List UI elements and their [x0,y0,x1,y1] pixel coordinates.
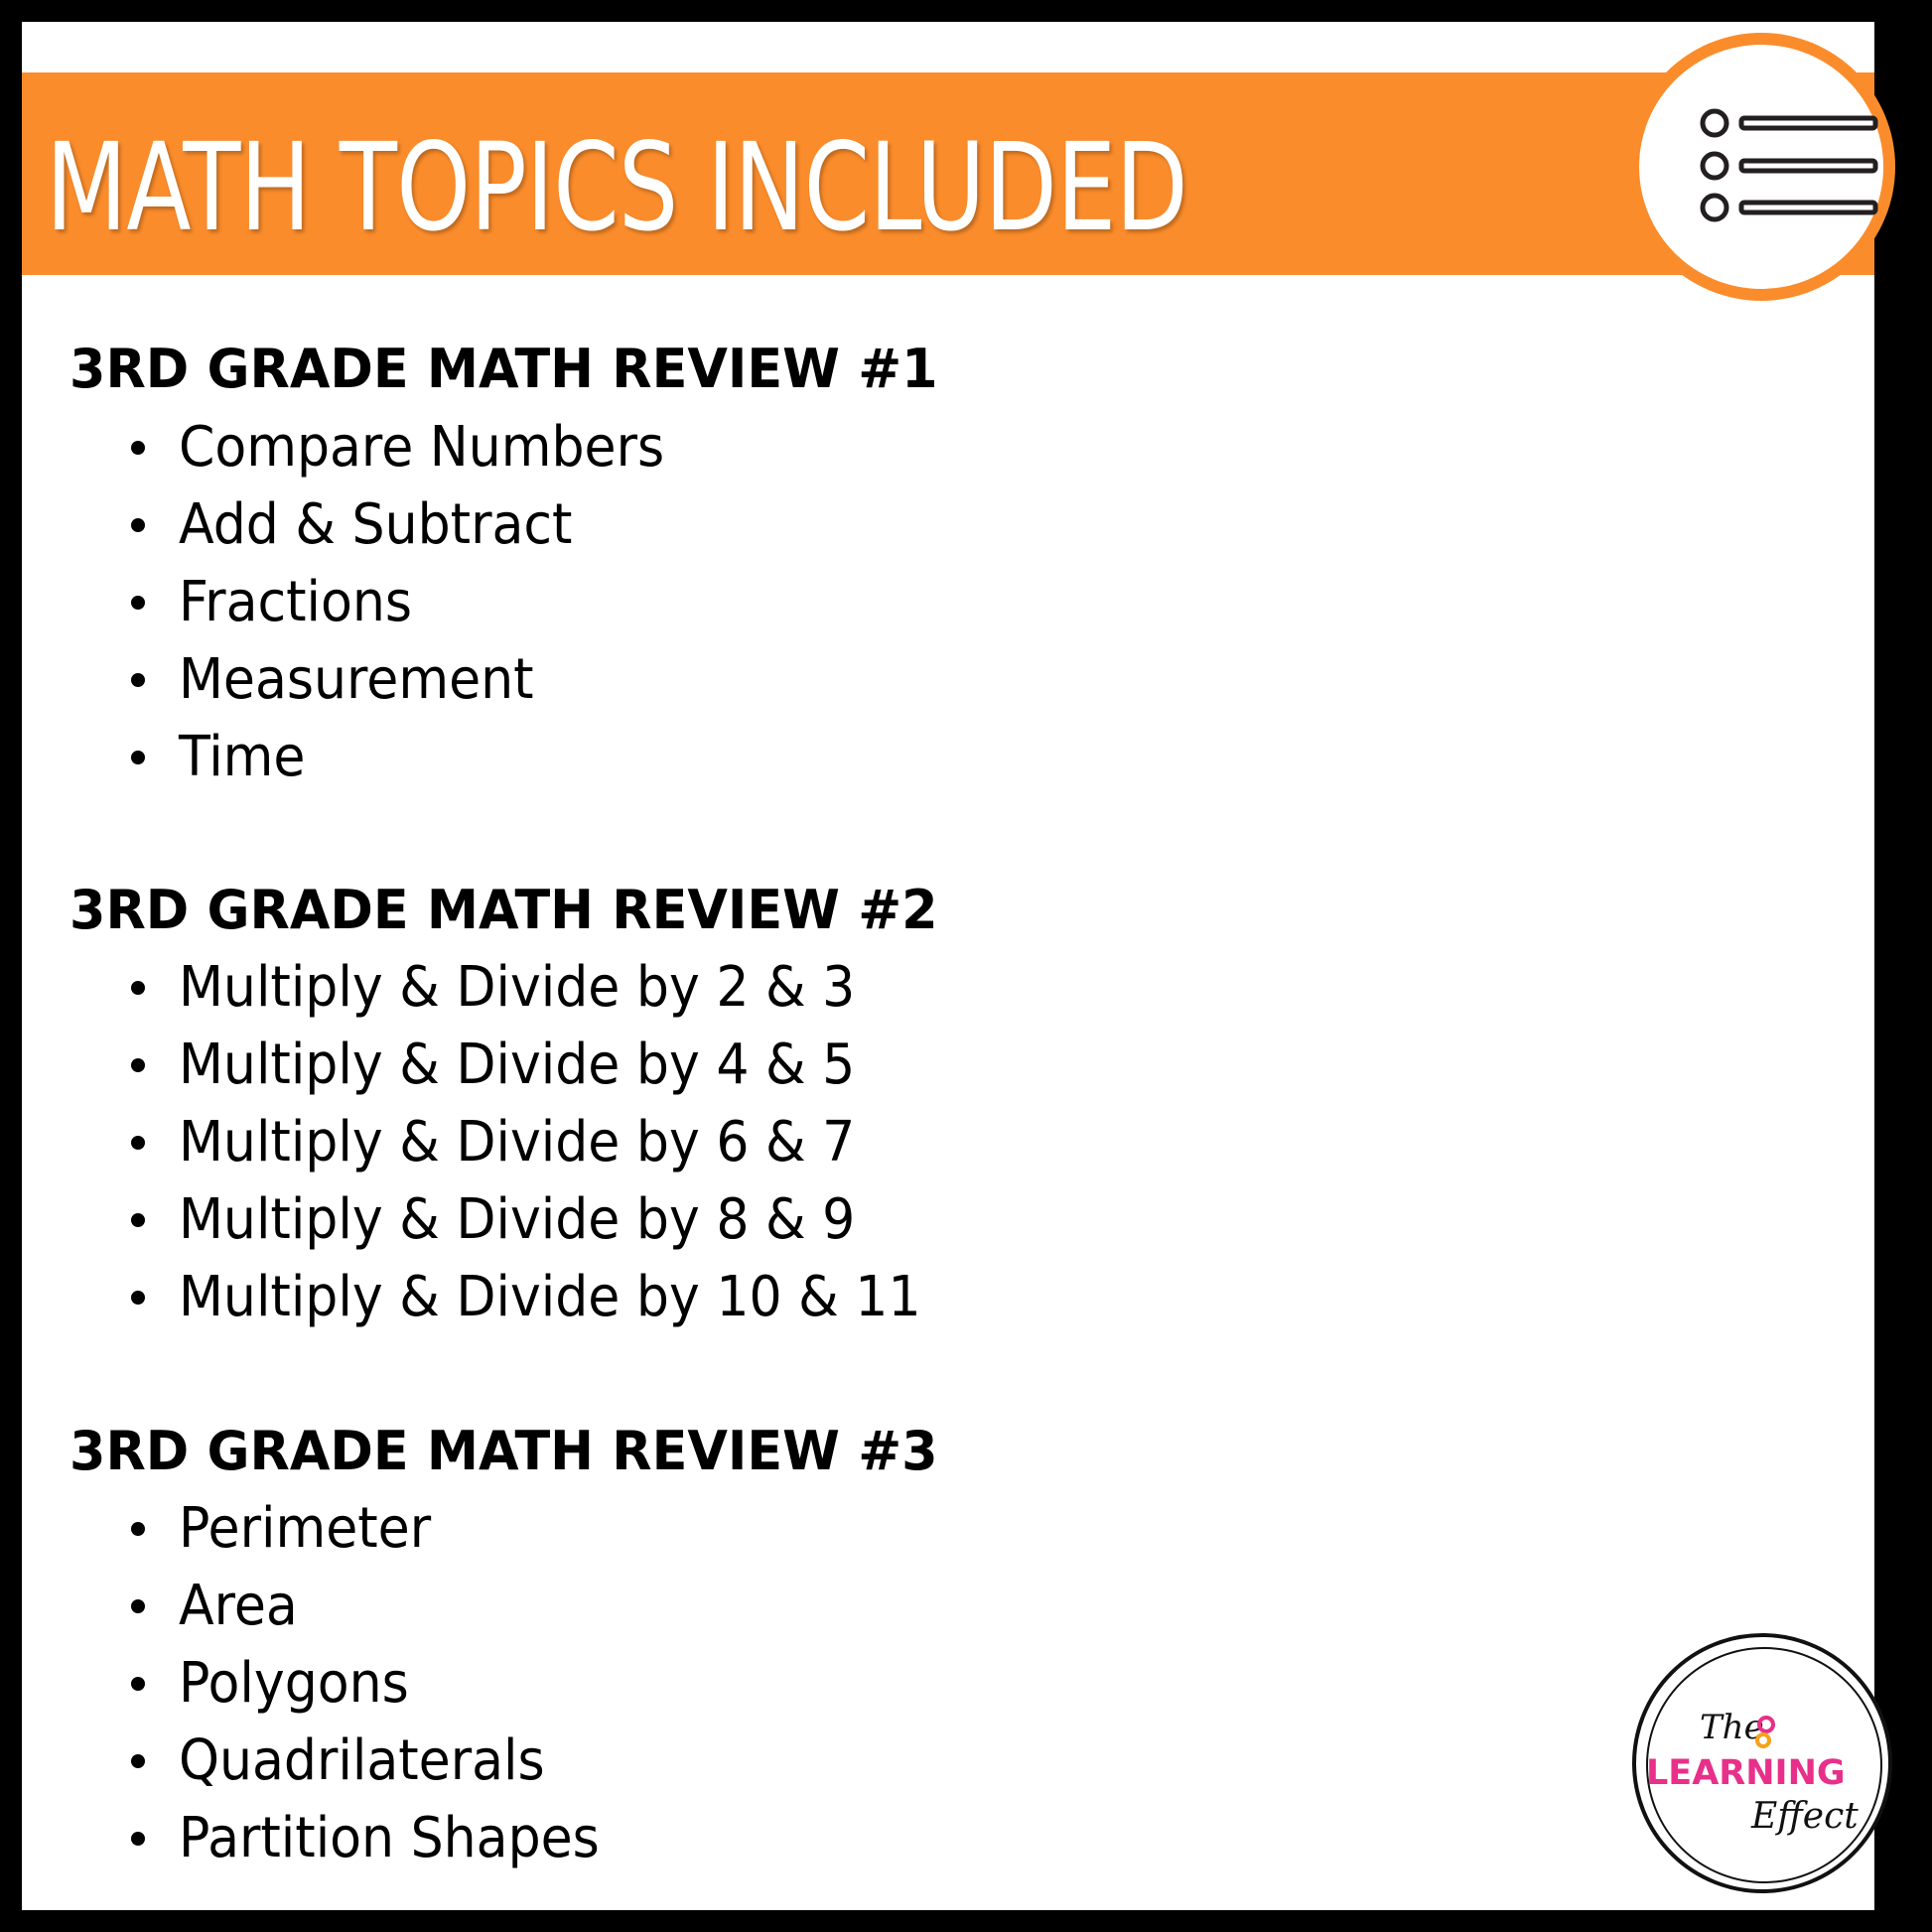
bullet-icon [131,1522,145,1536]
section-heading-review-2: 3RD GRADE MATH REVIEW #2 [69,879,938,941]
page-title: MATH TOPICS INCLUDED [46,117,1188,258]
section-heading-review-1: 3RD GRADE MATH REVIEW #1 [69,338,938,400]
checklist-icon [1627,33,1895,301]
bullet-icon [131,1599,145,1613]
bullet-icon [131,1136,145,1150]
logo-learning-text: LEARNING [1646,1753,1846,1793]
bullet-icon [131,441,145,455]
checklist-badge [1627,33,1895,301]
bullet-icon [131,1754,145,1768]
bullet-icon [131,981,145,995]
logo-effect-text: Effect [1751,1796,1859,1837]
product-card: MATH TOPICS INCLUDED 3RD GRADE MATH REVIEW #1 Compare Numbers Add & Subtract Fractions Measurement Time 3RD GRADE MATH REVIEW #2 Multiply & Divide by 2 & 3 Multiply & Divide by 4 & 5 Multiply & Divide by 6 & 7 Multiply & Divide by 8 & 9 Multiply & Divide by 10 & 11 3RD GRADE MATH REVIEW #3 Perimeter Area Polygons Quadrilaterals Partition Shapes The LEARNING Effect [22,22,1874,1910]
section-heading-review-3: 3RD GRADE MATH REVIEW #3 [69,1420,938,1482]
bullet-icon [131,518,145,532]
title-banner [22,72,1874,275]
brand-logo [1632,1633,1892,1893]
logo-the-text: The [1700,1708,1764,1747]
bullet-icon [131,596,145,610]
bullet-icon [131,1213,145,1227]
bullet-icon [131,1291,145,1305]
bullet-icon [131,1832,145,1846]
bullet-icon [131,751,145,764]
bullet-icon [131,1677,145,1691]
learning-effect-logo [1636,1637,1896,1897]
bullet-icon [131,673,145,687]
bullet-icon [131,1058,145,1072]
